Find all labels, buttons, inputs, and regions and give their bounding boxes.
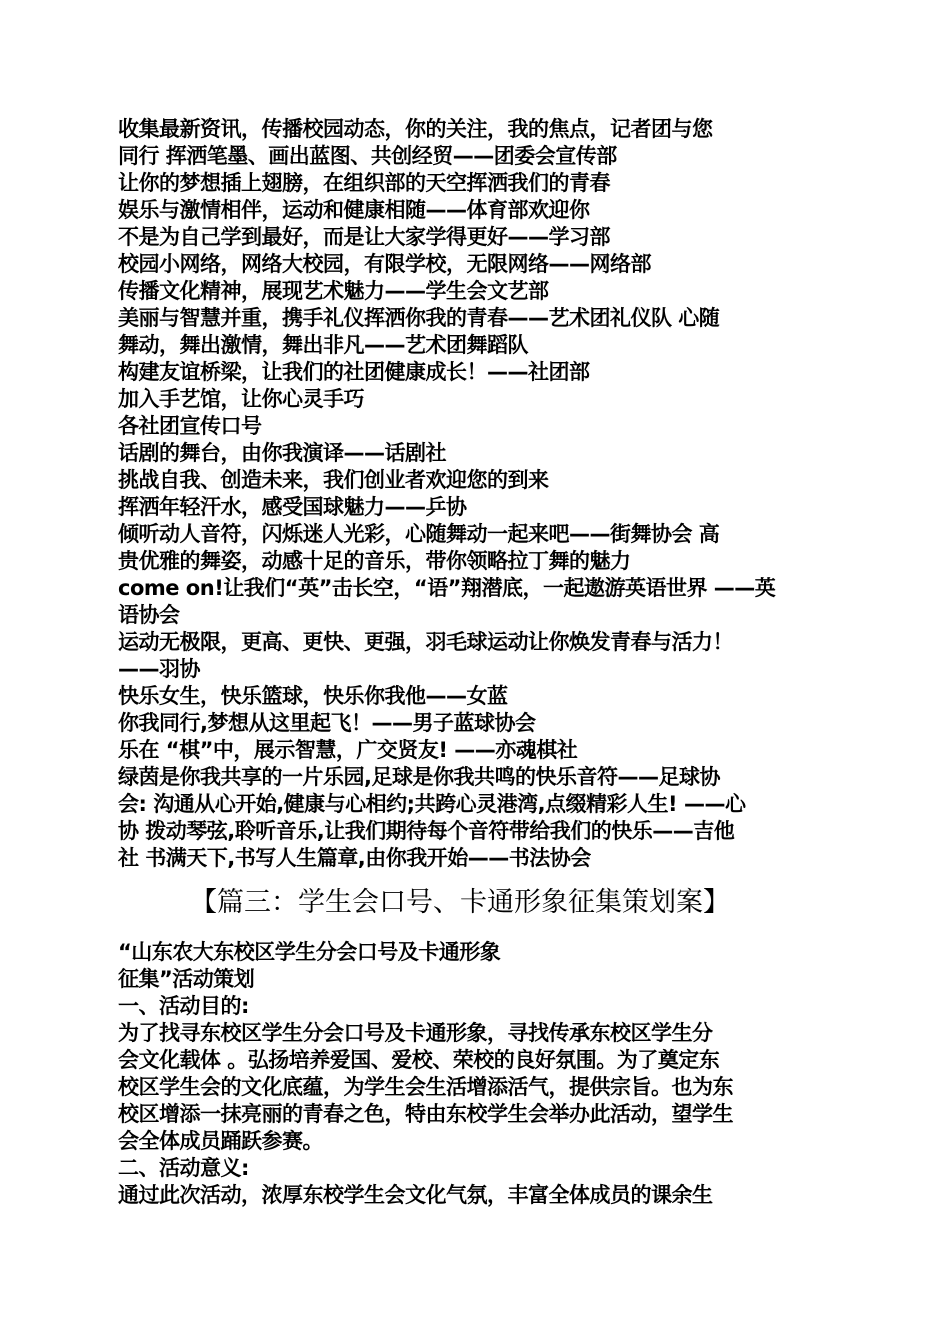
slogan-line: 语协会 — [118, 603, 180, 627]
plan-line: 校区增添一抹亮丽的青春之色，特由东校学生会举办此活动，望学生 — [118, 1102, 733, 1126]
slogan-line: 贵优雅的舞姿，动感十足的音乐，带你领略拉丁舞的魅力 — [118, 549, 631, 573]
slogan-line: 协 拨动琴弦,聆听音乐,让我们期待每个音符带给我们的快乐——吉他 — [118, 819, 735, 843]
slogan-line: 话剧的舞台，由你我演译——话剧社 — [118, 441, 446, 465]
plan-line: 为了找寻东校区学生分会口号及卡通形象，寻找传承东校区学生分 — [118, 1021, 713, 1045]
plan-line: 会全体成员踊跃参赛。 — [118, 1129, 323, 1153]
slogan-line: 娱乐与激情相伴，运动和健康相随——体育部欢迎你 — [118, 198, 590, 222]
plan-line: 二、活动意义: — [118, 1156, 249, 1180]
slogan-line: 挥洒年轻汗水，感受国球魅力——乒协 — [118, 495, 467, 519]
plan-line: 会文化载体 。弘扬培养爱国、爱校、荣校的良好氛围。为了奠定东 — [118, 1048, 720, 1072]
slogan-line: 社 书满天下,书写人生篇章,由你我开始——书法协会 — [118, 846, 591, 870]
slogan-line: 加入手艺馆，让你心灵手巧 — [118, 387, 364, 411]
plan-line: 校区学生会的文化底蕴，为学生会生活增添活气，提供宗旨。也为东 — [118, 1075, 733, 1099]
slogan-line: 绿茵是你我共享的一片乐园,足球是你我共鸣的快乐音符——足球协 — [118, 765, 720, 789]
plan-line: 一、活动目的: — [118, 994, 249, 1018]
slogan-line: 同行 挥洒笔墨、画出蓝图、共创经贸——团委会宣传部 — [118, 144, 617, 168]
slogan-line: 运动无极限，更高、更快、更强，羽毛球运动让你焕发青春与活力！ — [118, 630, 733, 654]
plan-line: 通过此次活动，浓厚东校学生会文化气氛，丰富全体成员的课余生 — [118, 1183, 713, 1207]
slogan-line: 快乐女生，快乐篮球，快乐你我他——女蓝 — [118, 684, 508, 708]
slogan-line: 不是为自己学到最好，而是让大家学得更好——学习部 — [118, 225, 610, 249]
slogan-line: come on!让我们“英”击长空，“语”翔潜底，一起遨游英语世界 ——英 — [118, 576, 776, 600]
section-heading: 【篇三：学生会口号、卡通形象征集策划案】 — [190, 887, 730, 918]
plan-line: 征集”活动策划 — [118, 967, 255, 991]
slogan-line: ——羽协 — [118, 657, 200, 681]
slogan-line: 美丽与智慧并重，携手礼仪挥洒你我的青春——艺术团礼仪队 心随 — [118, 306, 720, 330]
slogan-line: 收集最新资讯，传播校园动态，你的关注，我的焦点，记者团与您 — [118, 117, 713, 141]
slogan-line: 让你的梦想插上翅膀，在组织部的天空挥洒我们的青春 — [118, 171, 610, 195]
slogan-line: 倾听动人音符，闪烁迷人光彩，心随舞动一起来吧——街舞协会 高 — [118, 522, 720, 546]
slogan-line: 你我同行,梦想从这里起飞！——男子蓝球协会 — [118, 711, 536, 735]
slogan-line: 校园小网络，网络大校园，有限学校，无限网络——网络部 — [118, 252, 651, 276]
plan-line: “山东农大东校区学生分会口号及卡通形象 — [118, 940, 501, 964]
slogan-line: 舞动，舞出激情，舞出非凡——艺术团舞蹈队 — [118, 333, 528, 357]
slogan-line: 传播文化精神，展现艺术魅力——学生会文艺部 — [118, 279, 549, 303]
slogan-line: 各社团宣传口号 — [118, 414, 262, 438]
slogan-line: 挑战自我、创造未来，我们创业者欢迎您的到来 — [118, 468, 549, 492]
slogan-line: 构建友谊桥梁，让我们的社团健康成长！——社团部 — [118, 360, 590, 384]
slogan-line: 会: 沟通从心开始,健康与心相约;共跨心灵港湾,点缀精彩人生! ——心 — [118, 792, 746, 816]
slogan-line: 乐在 “棋”中，展示智慧，广交贤友! ——亦魂棋社 — [118, 738, 578, 762]
